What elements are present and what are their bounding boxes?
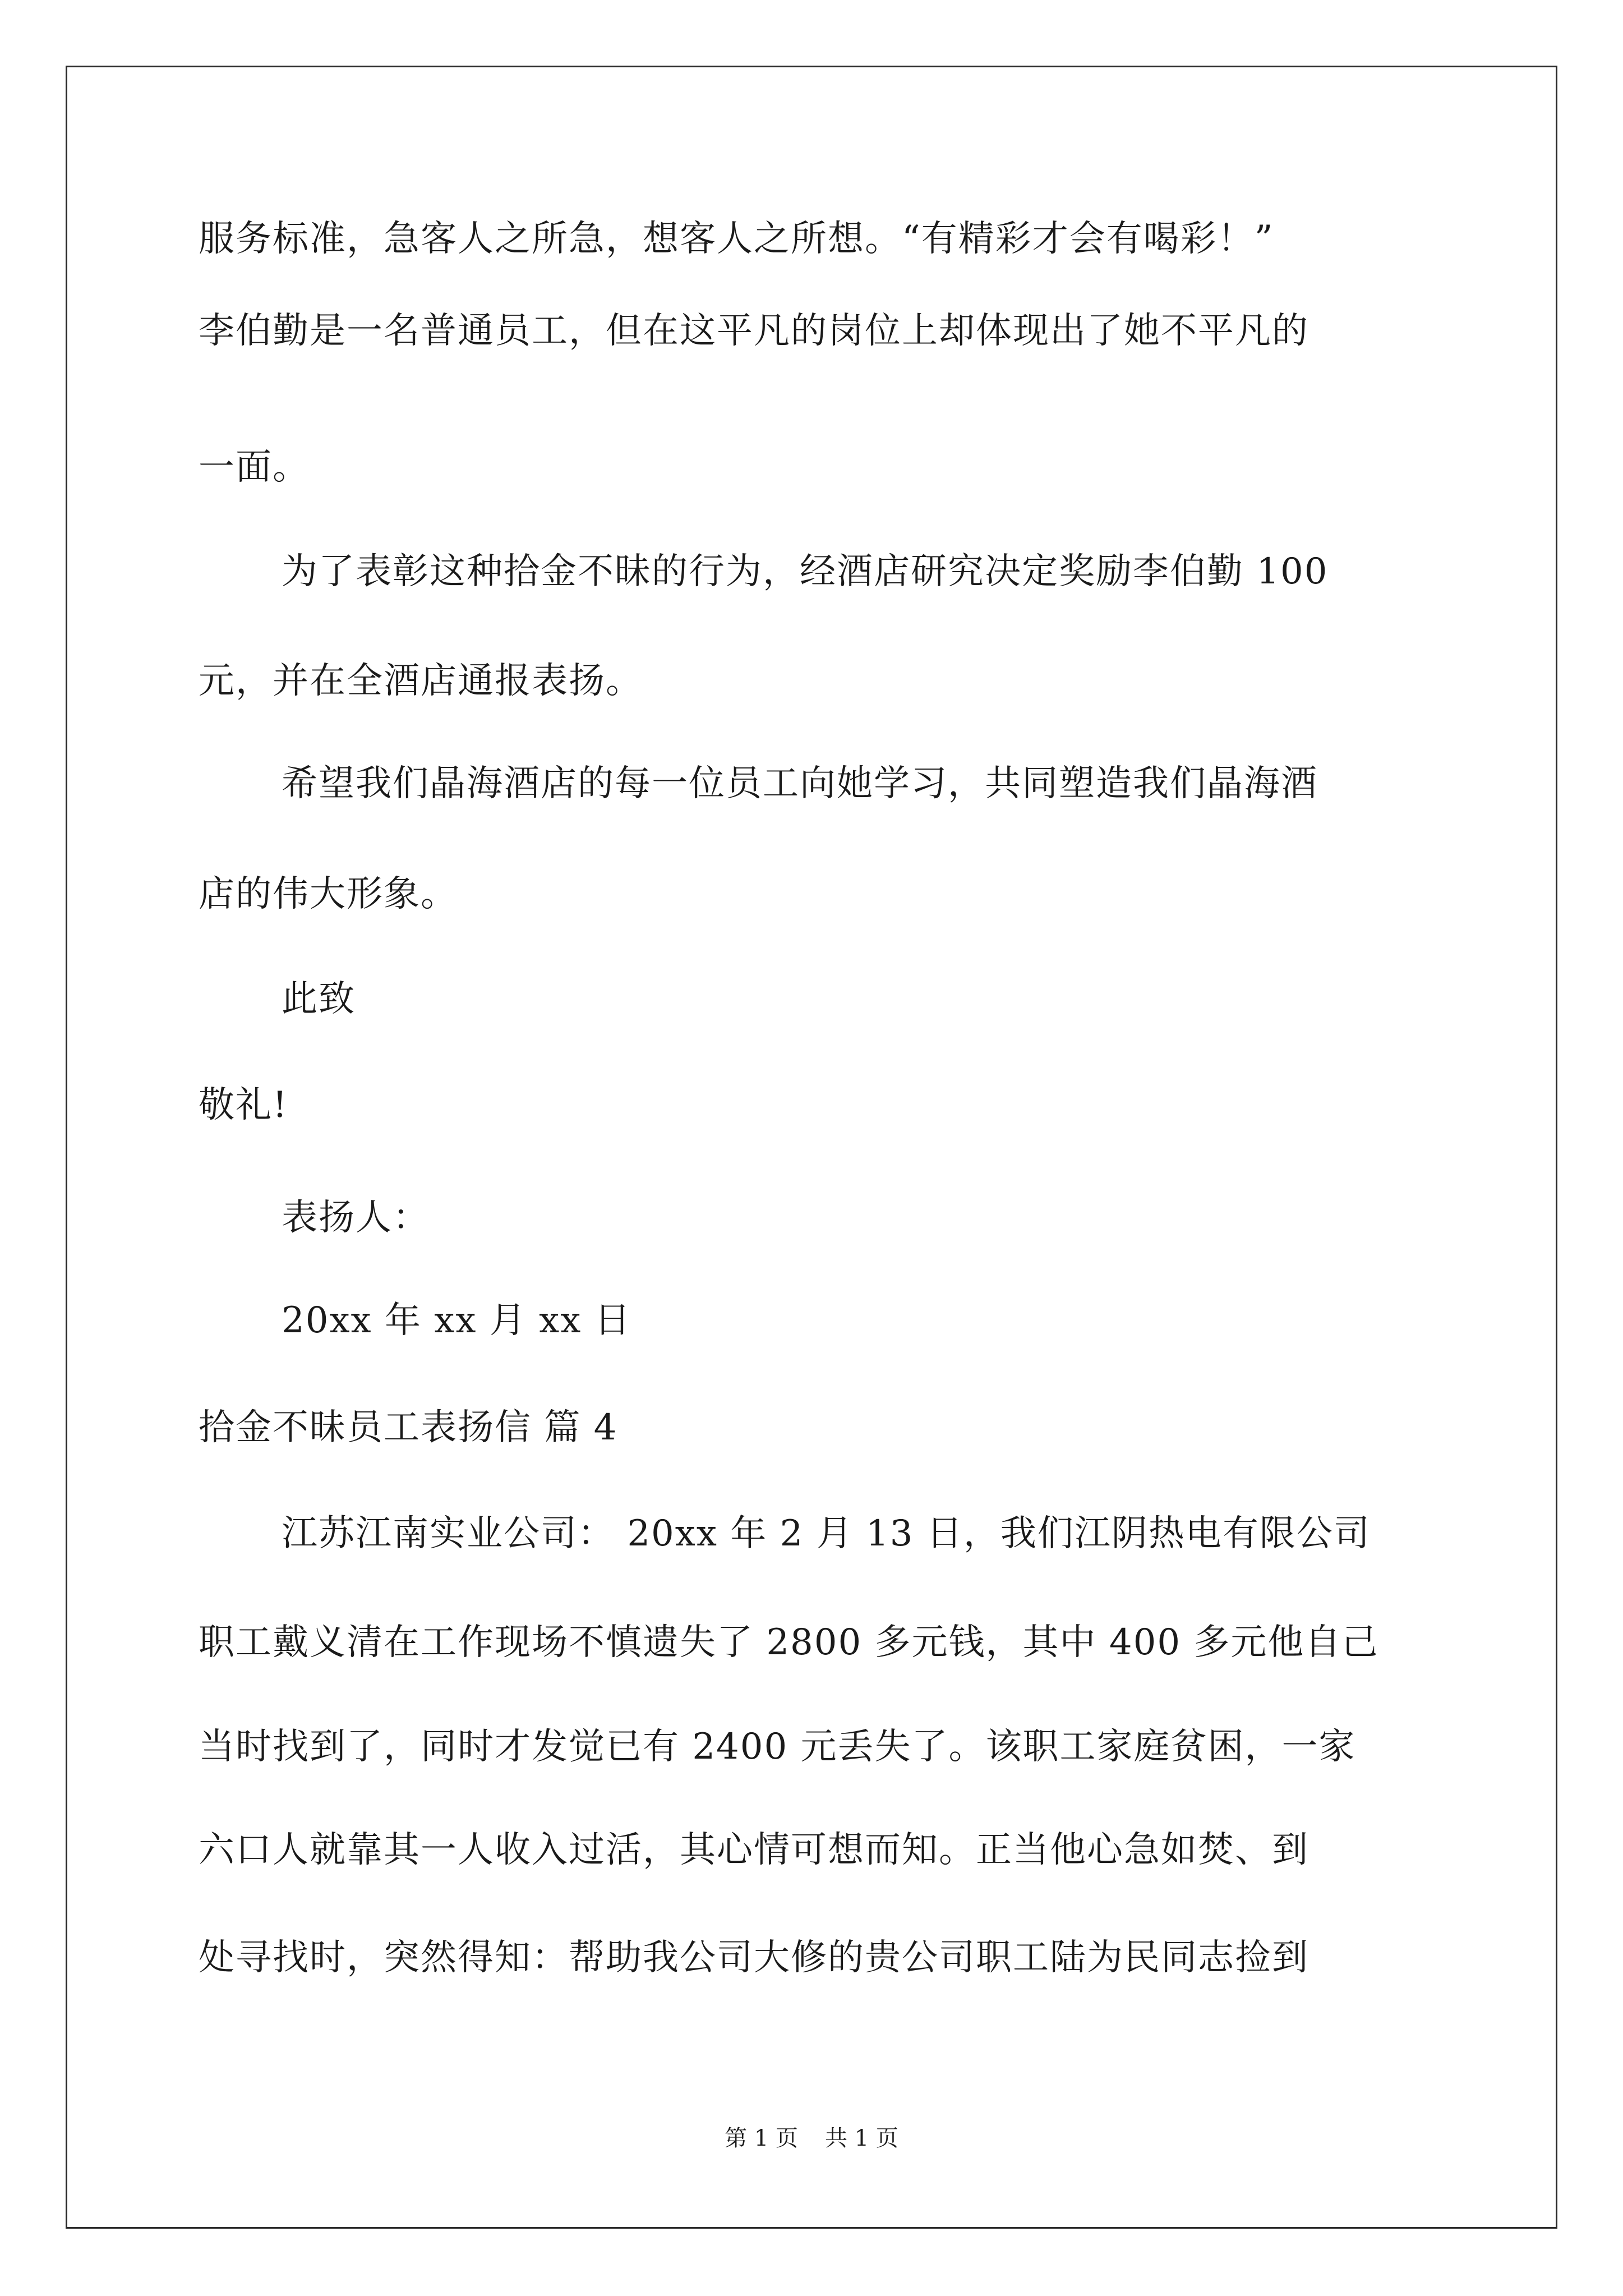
text-line-15: 当时找到了，同时才发觉已有 2400 元丢失了。该职工家庭贫困，一家: [199, 1726, 1356, 1768]
text-line-1: 服务标准，急客人之所急，想客人之所想。“有精彩才会有喝彩！”: [199, 218, 1274, 260]
date-line: 20xx 年 xx 月 xx 日: [282, 1300, 631, 1341]
section-heading: 拾金不昧员工表扬信 篇 4: [199, 1407, 618, 1448]
text-line-2: 李伯勤是一名普通员工，但在这平凡的岗位上却体现出了她不平凡的: [199, 310, 1309, 352]
text-line-17: 处寻找时，突然得知：帮助我公司大修的贵公司职工陆为民同志捡到: [199, 1937, 1309, 1978]
text-line-16: 六口人就靠其一人收入过活，其心情可想而知。正当他心急如焚、到: [199, 1829, 1309, 1871]
page-border: [66, 66, 1557, 2229]
closing-phrase: 此致: [282, 978, 356, 1020]
commender-label: 表扬人：: [282, 1197, 430, 1239]
page-number-current: 第 1 页: [725, 2125, 798, 2151]
page-number-total: 共 1 页: [825, 2125, 898, 2151]
text-line-7: 店的伟大形象。: [199, 873, 458, 915]
text-line-6: 希望我们晶海酒店的每一位员工向她学习，共同塑造我们晶海酒: [282, 763, 1318, 804]
text-line-3: 一面。: [199, 447, 310, 488]
salutation: 敬礼!: [199, 1084, 288, 1126]
text-line-4: 为了表彰这种拾金不昧的行为，经酒店研究决定奖励李伯勤 100: [282, 551, 1329, 592]
page-footer: [0, 2124, 1623, 2153]
text-line-13: 江苏江南实业公司： 20xx 年 2 月 13 日，我们江阴热电有限公司: [282, 1513, 1371, 1554]
text-line-14: 职工戴义清在工作现场不慎遗失了 2800 多元钱，其中 400 多元他自己: [199, 1622, 1379, 1663]
text-line-5: 元，并在全酒店通报表扬。: [199, 660, 643, 702]
